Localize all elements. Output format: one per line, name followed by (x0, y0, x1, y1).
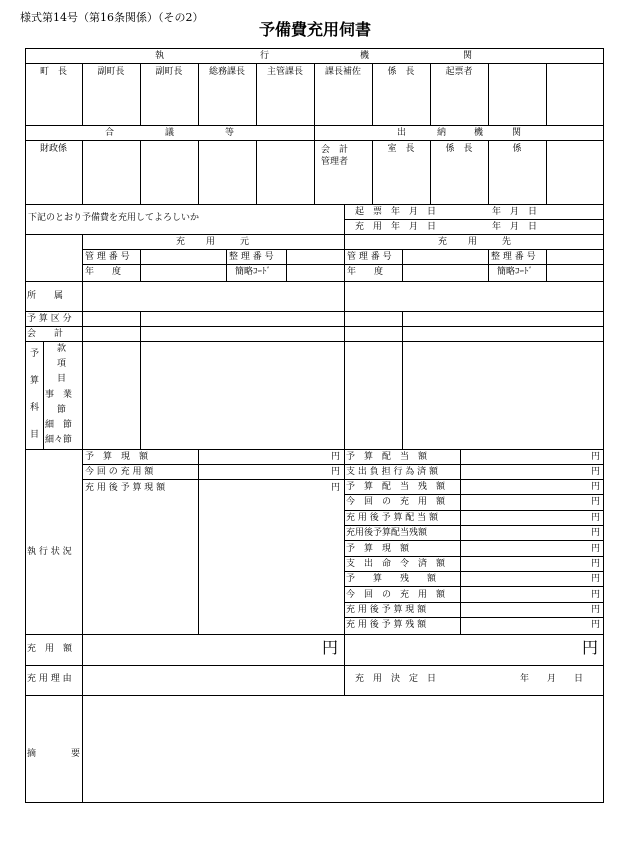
role-division-chief: 主管課長 (266, 67, 303, 77)
right-yen-9: 円 (590, 574, 600, 584)
accounting-label: 会 計 (27, 329, 64, 339)
budget-subject-char-4: 目 (30, 430, 40, 440)
summary-label-bottom: 要 (71, 749, 81, 759)
right-yen-5: 円 (590, 513, 600, 523)
subject-level-setsu: 節 (57, 405, 67, 415)
source-short-code-label: 簡略ｺｰﾄﾞ (235, 267, 272, 277)
treasury-header-4: 関 (512, 128, 522, 138)
execution-status-label: 執 行 状 況 (27, 547, 72, 557)
role-general-affairs-chief: 総務課長 (208, 67, 245, 77)
right-label-9: 予 算 残 額 (346, 574, 437, 584)
source-header-2: 用 (206, 237, 216, 247)
treasury-header-3: 機 (474, 128, 484, 138)
target-short-code-label: 簡略ｺｰﾄﾞ (497, 267, 534, 277)
left-yen-1: 円 (330, 452, 340, 462)
right-yen-11: 円 (590, 605, 600, 615)
target-mgmt-no-label: 管 理 番 号 (347, 252, 392, 262)
page-title: 予備費充用伺書 (258, 20, 371, 39)
right-label-8: 支 出 命 令 済 額 (346, 559, 446, 569)
right-label-2: 支 出 負 担 行 為 済 額 (346, 467, 439, 477)
right-yen-4: 円 (590, 497, 600, 507)
right-yen-6: 円 (590, 528, 600, 538)
council-header-3: 等 (225, 128, 235, 138)
reason-label: 充 用 理 由 (27, 674, 72, 684)
role-assistant-chief: 課長補佐 (324, 67, 361, 77)
exec-header-3: 機 (360, 51, 370, 61)
target-header-3: 先 (502, 237, 512, 247)
request-statement: 下記のとおり予備費を充用してよろしいか (28, 213, 200, 223)
right-label-5: 充 用 後 予 算 配 当 額 (346, 513, 439, 523)
right-yen-10: 円 (590, 590, 600, 600)
right-label-11: 充 用 後 予 算 現 額 (346, 605, 427, 615)
role-office-chief: 室 長 (387, 144, 415, 154)
right-label-1: 予 算 配 当 額 (346, 452, 428, 462)
treasury-header-2: 納 (437, 128, 447, 138)
right-label-4: 今 回 の 充 用 額 (346, 497, 446, 507)
left-after-use-budget: 充 用 後 予 算 現 額 (85, 483, 166, 493)
left-this-time-use: 今 回 の 充 用 額 (85, 467, 154, 477)
source-ref-no-label: 整 理 番 号 (229, 252, 274, 262)
source-year-label: 年 度 (85, 267, 122, 277)
council-header-1: 合 (105, 128, 115, 138)
right-yen-3: 円 (590, 482, 600, 492)
source-header-3: 元 (240, 237, 250, 247)
department-label: 所 属 (27, 291, 64, 301)
left-yen-3: 円 (330, 483, 340, 493)
exec-header-4: 関 (463, 51, 473, 61)
role-drafter: 起票者 (445, 67, 473, 77)
role-deputy-mayor-1: 副町長 (97, 67, 125, 77)
right-yen-2: 円 (590, 467, 600, 477)
amount-yen-target: 円 (581, 638, 598, 657)
amount-yen-source: 円 (321, 638, 338, 657)
draft-date-value: 年 月 日 (492, 207, 538, 217)
role-treasury-clerk: 係 (512, 144, 522, 154)
role-section-chief: 係 長 (387, 67, 415, 77)
subject-level-moku: 目 (57, 374, 67, 384)
target-header-2: 用 (468, 237, 478, 247)
target-year-label: 年 度 (347, 267, 384, 277)
right-yen-8: 円 (590, 559, 600, 569)
budget-subject-char-3: 科 (30, 403, 40, 413)
subject-level-kou: 項 (57, 359, 67, 369)
decision-date-label: 充 用 決 定 日 (355, 674, 437, 684)
source-header-1: 充 (176, 237, 186, 247)
summary-label-top: 摘 (27, 749, 37, 759)
role-accounting-manager: 会 計 管理者 (321, 145, 349, 167)
amount-label: 充 用 額 (27, 644, 73, 654)
right-label-12: 充 用 後 予 算 残 額 (346, 620, 427, 630)
budget-subject-char-2: 算 (30, 376, 40, 386)
exec-header-1: 執 (155, 51, 165, 61)
subject-level-sub-setsu: 細 節 (45, 420, 73, 430)
draft-date-label: 起 票 年 月 日 (355, 207, 437, 217)
use-date-label: 充 用 年 月 日 (355, 222, 437, 232)
decision-date-value: 年 月 日 (520, 674, 584, 684)
right-label-10: 今 回 の 充 用 額 (346, 590, 446, 600)
role-deputy-mayor-2: 副町長 (155, 67, 183, 77)
left-yen-2: 円 (330, 467, 340, 477)
exec-header-2: 行 (260, 51, 270, 61)
right-yen-1: 円 (590, 452, 600, 462)
role-treasury-section-chief: 係 長 (445, 144, 473, 154)
budget-subject-char-1: 予 (30, 349, 40, 359)
council-header-2: 議 (165, 128, 175, 138)
subject-level-sub-sub-setsu: 細々節 (45, 435, 73, 445)
source-mgmt-no-label: 管 理 番 号 (85, 252, 130, 262)
right-label-7: 予 算 現 額 (346, 544, 410, 554)
right-label-3: 予 算 配 当 残 額 (346, 482, 446, 492)
subject-level-project: 事 業 (45, 390, 73, 400)
subject-level-kan: 款 (57, 344, 67, 354)
right-yen-12: 円 (590, 620, 600, 630)
target-header-1: 充 (438, 237, 448, 247)
target-ref-no-label: 整 理 番 号 (491, 252, 536, 262)
use-date-value: 年 月 日 (492, 222, 538, 232)
role-mayor: 町 長 (39, 67, 67, 77)
right-yen-7: 円 (590, 544, 600, 554)
left-budget-current: 予 算 現 額 (85, 452, 149, 462)
budget-class-label: 予 算 区 分 (27, 314, 72, 324)
form-number: 様式第14号（第16条関係）（その2） (20, 11, 204, 24)
right-label-6: 充用後予算配当残額 (346, 528, 428, 538)
role-finance-clerk: 財政係 (39, 144, 67, 154)
treasury-header-1: 出 (397, 128, 407, 138)
